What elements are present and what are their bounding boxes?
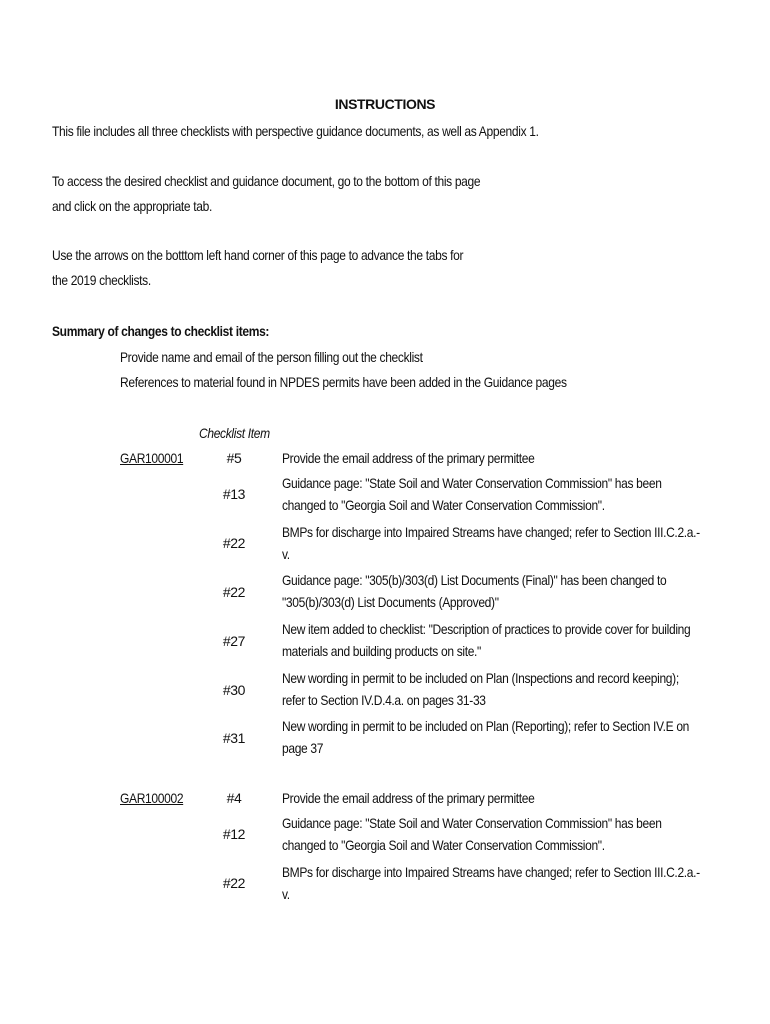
change-description: New item added to checklist: "Description of practices to provide cover for building materials and building products on site." bbox=[282, 621, 691, 659]
intro-line-5: the 2019 checklists. bbox=[52, 272, 151, 288]
change-description: Guidance page: "State Soil and Water Conservation Commission" has been changed to "Georgia Soil and Water Conservation Commission". bbox=[282, 475, 662, 513]
checklist-item-number: #5 bbox=[226, 450, 242, 466]
checklist-item-number: #30 bbox=[222, 682, 246, 698]
intro-line-3: and click on the appropriate tab. bbox=[52, 198, 213, 214]
checklist-item-number: #22 bbox=[222, 535, 246, 551]
change-description: New wording in permit to be included on Plan (Inspections and record keeping); refer to Section IV.D.4.a. on pages 31-33 bbox=[282, 670, 679, 708]
intro-line-4: Use the arrows on the botttom left hand corner of this page to advance the tabs for bbox=[52, 247, 464, 263]
checklist-item-number: #31 bbox=[222, 730, 246, 746]
permit-id: GAR100002 bbox=[120, 790, 184, 806]
checklist-item-number: #22 bbox=[222, 875, 246, 891]
checklist-item-number: #12 bbox=[222, 826, 246, 842]
change-description: Guidance page: "State Soil and Water Conservation Commission" has been changed to "Georgia Soil and Water Conservation Commission". bbox=[282, 815, 662, 853]
checklist-item-number: #4 bbox=[226, 790, 242, 806]
change-description: Provide the email address of the primary permittee bbox=[282, 450, 535, 466]
change-description: BMPs for discharge into Impaired Streams have changed; refer to Section III.C.2.a.- v. bbox=[282, 864, 700, 902]
change-description: Provide the email address of the primary permittee bbox=[282, 790, 535, 806]
permit-id: GAR100001 bbox=[120, 450, 184, 466]
checklist-item-number: #22 bbox=[222, 584, 246, 600]
summary-title: Summary of changes to checklist items: bbox=[52, 323, 270, 339]
checklist-item-number: #27 bbox=[222, 633, 246, 649]
checklist-item-header: Checklist Item bbox=[199, 425, 270, 441]
checklist-item-number: #13 bbox=[222, 486, 246, 502]
change-description: BMPs for discharge into Impaired Streams have changed; refer to Section III.C.2.a.- v. bbox=[282, 524, 700, 562]
page-heading: INSTRUCTIONS bbox=[334, 96, 436, 112]
change-description: New wording in permit to be included on Plan (Reporting); refer to Section IV.E on page 37 bbox=[282, 718, 690, 756]
summary-item-2: References to material found in NPDES permits have been added in the Guidance pages bbox=[120, 374, 567, 390]
summary-item-1: Provide name and email of the person filling out the checklist bbox=[120, 349, 423, 365]
intro-line-1: This file includes all three checklists with perspective guidance documents, as well as Appendix 1. bbox=[52, 123, 539, 139]
intro-line-2: To access the desired checklist and guidance document, go to the bottom of this page bbox=[52, 173, 481, 189]
change-description: Guidance page: "305(b)/303(d) List Documents (Final)" has been changed to "305(b)/303(d) List Documents (Approved)" bbox=[282, 572, 667, 610]
